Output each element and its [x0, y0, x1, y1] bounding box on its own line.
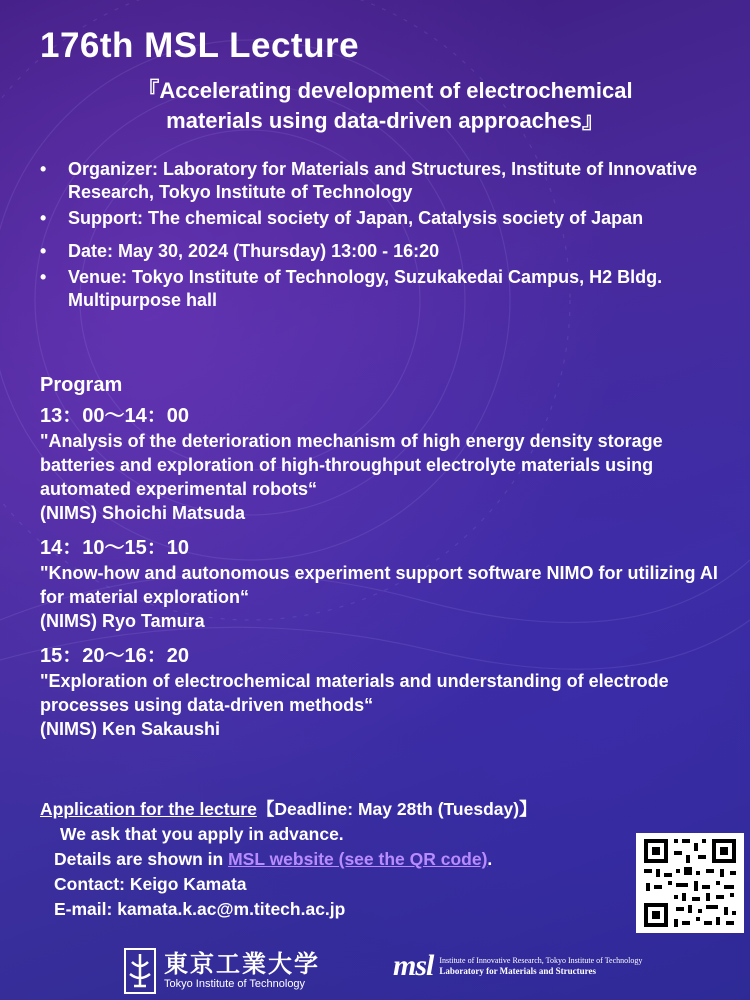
talk-3: [40, 643, 730, 741]
talk-1: [40, 403, 730, 525]
apply-details: [40, 847, 730, 872]
talk-time: 13：00～14：00: [40, 405, 189, 427]
subtitle-line-1: 『Accelerating development of electrochemical: [137, 78, 633, 103]
tokyo-tech-logo: [124, 945, 320, 997]
talk-title: "Exploration of electrochemical materials and understanding of electrode processes using data-driven methods“: [40, 671, 669, 715]
talk-speaker: (NIMS) Ryo Tamura: [40, 611, 205, 631]
contact-name: Contact: Keigo Kamata: [54, 874, 247, 894]
talk-speaker: (NIMS) Shoichi Matsuda: [40, 503, 246, 523]
application-header: [40, 797, 730, 822]
application-section: [40, 797, 730, 922]
info-support: • Support: The chemical society of Japan, Catalysis society of Japan: [40, 207, 730, 230]
apply-advance-text: We ask that you apply in advance.: [60, 824, 344, 844]
application-deadline: 【Deadline: May 28th (Tuesday)】: [256, 799, 537, 819]
details-prefix: Details are shown in: [54, 849, 229, 869]
program-heading: Program: [40, 374, 123, 396]
tokyo-tech-name-en: Tokyo Institute of Technology: [164, 977, 306, 990]
info-organizer: • Organizer: Laboratory for Materials and Structures, Institute of Innovative Research, Tokyo Institute of Technology: [40, 158, 730, 204]
info-date: • Date: May 30, 2024 (Thursday) 13:00 - 16:20: [40, 240, 730, 263]
lecture-subtitle: [40, 76, 730, 136]
talk-title: "Know-how and autonomous experiment support software NIMO for utilizing AI for material exploration“: [40, 563, 718, 607]
details-suffix: .: [487, 849, 493, 869]
talk-speaker: (NIMS) Ken Sakaushi: [40, 719, 221, 739]
talk-title: "Analysis of the deterioration mechanism of high energy density storage batteries and exploration of high-throughput electrolyte materials using automated experimental robots“: [40, 431, 663, 499]
msl-institute-line: Institute of Innovative Research, Tokyo Institute of Technology: [439, 956, 643, 965]
info-venue: • Venue: Tokyo Institute of Technology, Suzukakedai Campus, H2 Bldg. Multipurpose hall: [40, 266, 730, 312]
event-info-list: [40, 158, 730, 315]
contact-email: E-mail: kamata.k.ac@m.titech.ac.jp: [54, 899, 346, 919]
talk-time: 15：20～16：20: [40, 645, 189, 667]
talk-time: 14：10～15：10: [40, 537, 189, 559]
msl-mark: msl: [393, 949, 434, 982]
footer: [0, 945, 750, 1000]
program-section: [40, 374, 730, 751]
msl-website-link[interactable]: MSL website (see the QR code): [228, 849, 488, 869]
page-title: 176th MSL Lecture: [40, 26, 360, 65]
msl-lab-line: Laboratory for Materials and Structures: [439, 966, 597, 976]
qr-code[interactable]: [636, 833, 744, 933]
subtitle-line-2: materials using data-driven approaches』: [166, 108, 604, 133]
msl-logo: [393, 949, 642, 983]
application-link[interactable]: Application for the lecture: [40, 799, 257, 819]
tokyo-tech-name-jp: 東京工業大学: [164, 950, 320, 978]
tokyo-tech-crest-icon: [124, 948, 156, 994]
talk-2: [40, 535, 730, 633]
